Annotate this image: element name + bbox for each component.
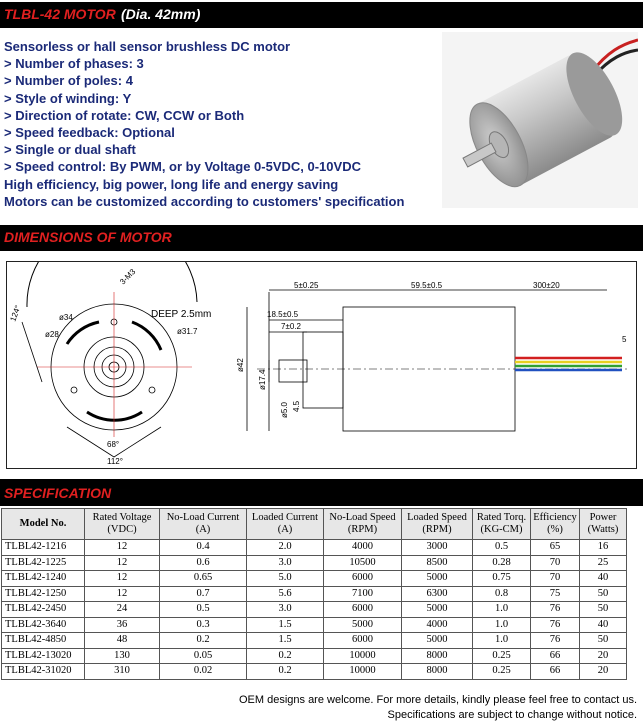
dim-r5-label: 5 bbox=[622, 335, 627, 344]
table-cell: TLBL42-1240 bbox=[2, 571, 85, 587]
col-model: Model No. bbox=[2, 509, 85, 540]
table-cell: 70 bbox=[531, 571, 580, 587]
feature-list bbox=[4, 38, 404, 210]
table-cell: 8000 bbox=[402, 664, 473, 680]
table-cell: 10000 bbox=[324, 664, 402, 680]
table-cell: 0.5 bbox=[473, 540, 531, 556]
table-cell: 0.6 bbox=[160, 555, 247, 571]
lead-wires bbox=[515, 358, 622, 370]
table-cell: 76 bbox=[531, 602, 580, 618]
dim5s-label: ø5.0 bbox=[280, 401, 289, 418]
table-cell: 130 bbox=[85, 648, 160, 664]
table-cell: 5000 bbox=[324, 617, 402, 633]
table-cell: 1.0 bbox=[473, 633, 531, 649]
table-cell: 1.0 bbox=[473, 602, 531, 618]
table-row bbox=[2, 555, 627, 571]
angle124-label: 124° bbox=[8, 304, 23, 323]
col-noload-speed: No-Load Speed (RPM) bbox=[324, 509, 402, 540]
col-rated-voltage: Rated Voltage (VDC) bbox=[85, 509, 160, 540]
dim595-label: 59.5±0.5 bbox=[411, 281, 443, 290]
specification-bar bbox=[0, 479, 643, 506]
dim42-label: ø42 bbox=[236, 358, 245, 372]
table-cell: 12 bbox=[85, 586, 160, 602]
specification-table bbox=[1, 508, 627, 680]
table-cell: 0.2 bbox=[160, 633, 247, 649]
table-row bbox=[2, 617, 627, 633]
feature-line: Sensorless or hall sensor brushless DC motor bbox=[4, 39, 291, 54]
table-cell: 12 bbox=[85, 571, 160, 587]
table-cell: 0.2 bbox=[247, 648, 324, 664]
table-cell: TLBL42-3640 bbox=[2, 617, 85, 633]
footer-disclaimer: Specifications are subject to change without notice. bbox=[387, 709, 637, 721]
table-cell: 10000 bbox=[324, 648, 402, 664]
feature-line: > Speed feedback: Optional bbox=[4, 125, 175, 141]
angle68-label: 68° bbox=[107, 440, 120, 449]
table-cell: TLBL42-2450 bbox=[2, 602, 85, 618]
table-cell: 10500 bbox=[324, 555, 402, 571]
dim300-label: 300±20 bbox=[533, 281, 560, 290]
dia28-label: ø28 bbox=[45, 330, 59, 339]
table-cell: 5.0 bbox=[247, 571, 324, 587]
table-cell: 6000 bbox=[324, 602, 402, 618]
feature-line: > Style of winding: Y bbox=[4, 90, 132, 106]
col-loaded-speed: Loaded Speed (RPM) bbox=[402, 509, 473, 540]
table-row bbox=[2, 571, 627, 587]
table-cell: 2.0 bbox=[247, 540, 324, 556]
dimensions-title: DIMENSIONS OF MOTOR bbox=[4, 229, 172, 245]
product-subtitle: (Dia. 42mm) bbox=[121, 6, 201, 22]
table-cell: 0.02 bbox=[160, 664, 247, 680]
table-cell: TLBL42-31020 bbox=[2, 664, 85, 680]
table-cell: 4000 bbox=[402, 617, 473, 633]
table-cell: 70 bbox=[531, 555, 580, 571]
table-cell: 4000 bbox=[324, 540, 402, 556]
table-cell: 0.5 bbox=[160, 602, 247, 618]
feature-line: > Speed control: By PWM, or by Voltage 0-5VDC, 0-10VDC bbox=[4, 159, 361, 175]
table-cell: TLBL42-1216 bbox=[2, 540, 85, 556]
dimensions-bar bbox=[0, 225, 643, 251]
table-cell: 7100 bbox=[324, 586, 402, 602]
table-cell: 50 bbox=[580, 633, 627, 649]
table-cell: 3.0 bbox=[247, 555, 324, 571]
front-view bbox=[22, 262, 197, 457]
table-cell: TLBL42-13020 bbox=[2, 648, 85, 664]
table-cell: 20 bbox=[580, 664, 627, 680]
feature-line: > Direction of rotate: CW, CCW or Both bbox=[4, 107, 245, 123]
table-cell: 16 bbox=[580, 540, 627, 556]
table-cell: 8000 bbox=[402, 648, 473, 664]
table-cell: 40 bbox=[580, 617, 627, 633]
table-cell: 8500 bbox=[402, 555, 473, 571]
table-row bbox=[2, 586, 627, 602]
table-cell: 40 bbox=[580, 571, 627, 587]
table-cell: 36 bbox=[85, 617, 160, 633]
col-loaded-current: Loaded Current (A) bbox=[247, 509, 324, 540]
table-cell: 50 bbox=[580, 586, 627, 602]
angle112-label: 112° bbox=[107, 457, 123, 466]
footer-oem-note: OEM designs are welcome. For more details, kindly please feel free to contact us. bbox=[238, 694, 637, 706]
table-cell: TLBL42-1225 bbox=[2, 555, 85, 571]
table-cell: 25 bbox=[580, 555, 627, 571]
col-power: Power (Watts) bbox=[580, 509, 627, 540]
table-cell: 6000 bbox=[324, 633, 402, 649]
table-cell: 66 bbox=[531, 664, 580, 680]
table-row bbox=[2, 664, 627, 680]
table-header-row bbox=[2, 509, 627, 540]
dia34-label: ø34 bbox=[59, 313, 73, 322]
dim5-label: 5±0.25 bbox=[294, 281, 319, 290]
table-row bbox=[2, 602, 627, 618]
m3-label: 3-M3 bbox=[118, 267, 138, 287]
dim45-label: 4.5 bbox=[292, 400, 301, 412]
table-cell: 76 bbox=[531, 633, 580, 649]
table-cell: 0.65 bbox=[160, 571, 247, 587]
table-row bbox=[2, 633, 627, 649]
table-cell: 5.6 bbox=[247, 586, 324, 602]
table-cell: 3000 bbox=[402, 540, 473, 556]
feature-line: Motors can be customized according to customers' specification bbox=[4, 193, 405, 209]
table-cell: 0.4 bbox=[160, 540, 247, 556]
side-view bbox=[247, 290, 627, 431]
table-cell: 1.0 bbox=[473, 617, 531, 633]
table-cell: 5000 bbox=[402, 602, 473, 618]
dim7-label: 7±0.2 bbox=[281, 322, 301, 331]
dim174-label: ø17.4 bbox=[258, 369, 267, 390]
table-cell: 24 bbox=[85, 602, 160, 618]
table-cell: 12 bbox=[85, 555, 160, 571]
table-cell: 66 bbox=[531, 648, 580, 664]
table-row bbox=[2, 540, 627, 556]
table-cell: 5000 bbox=[402, 633, 473, 649]
motor-photo bbox=[442, 32, 638, 208]
table-cell: 1.5 bbox=[247, 617, 324, 633]
feature-line: > Number of phases: 3 bbox=[4, 56, 144, 72]
title-bar bbox=[0, 2, 643, 28]
feature-line: > Single or dual shaft bbox=[4, 142, 136, 158]
table-cell: 0.2 bbox=[247, 664, 324, 680]
table-cell: 0.05 bbox=[160, 648, 247, 664]
specification-title: SPECIFICATION bbox=[4, 485, 112, 501]
table-cell: 20 bbox=[580, 648, 627, 664]
table-cell: 5000 bbox=[402, 571, 473, 587]
table-cell: 50 bbox=[580, 602, 627, 618]
table-cell: 76 bbox=[531, 617, 580, 633]
table-cell: 12 bbox=[85, 540, 160, 556]
table-cell: 48 bbox=[85, 633, 160, 649]
col-rated-torque: Rated Torq. (KG-CM) bbox=[473, 509, 531, 540]
feature-line: > Number of poles: 4 bbox=[4, 73, 133, 89]
table-cell: 0.7 bbox=[160, 586, 247, 602]
col-noload-current: No-Load Current (A) bbox=[160, 509, 247, 540]
table-cell: 0.8 bbox=[473, 586, 531, 602]
col-efficiency: Efficiency (%) bbox=[531, 509, 580, 540]
table-cell: TLBL42-1250 bbox=[2, 586, 85, 602]
table-cell: 0.3 bbox=[160, 617, 247, 633]
product-title: TLBL-42 MOTOR bbox=[4, 6, 116, 22]
dimension-drawing bbox=[6, 261, 637, 469]
table-cell: TLBL42-4850 bbox=[2, 633, 85, 649]
table-cell: 3.0 bbox=[247, 602, 324, 618]
dia317-label: ø31.7 bbox=[177, 327, 198, 336]
dim185-label: 18.5±0.5 bbox=[267, 310, 299, 319]
table-cell: 6000 bbox=[324, 571, 402, 587]
table-cell: 0.25 bbox=[473, 664, 531, 680]
table-cell: 1.5 bbox=[247, 633, 324, 649]
feature-line: High efficiency, big power, long life and energy saving bbox=[4, 176, 339, 192]
table-cell: 0.25 bbox=[473, 648, 531, 664]
table-cell: 0.75 bbox=[473, 571, 531, 587]
deep-label: DEEP 2.5mm bbox=[151, 309, 212, 320]
table-cell: 6300 bbox=[402, 586, 473, 602]
table-cell: 0.28 bbox=[473, 555, 531, 571]
table-cell: 310 bbox=[85, 664, 160, 680]
table-cell: 65 bbox=[531, 540, 580, 556]
table-row bbox=[2, 648, 627, 664]
table-cell: 75 bbox=[531, 586, 580, 602]
